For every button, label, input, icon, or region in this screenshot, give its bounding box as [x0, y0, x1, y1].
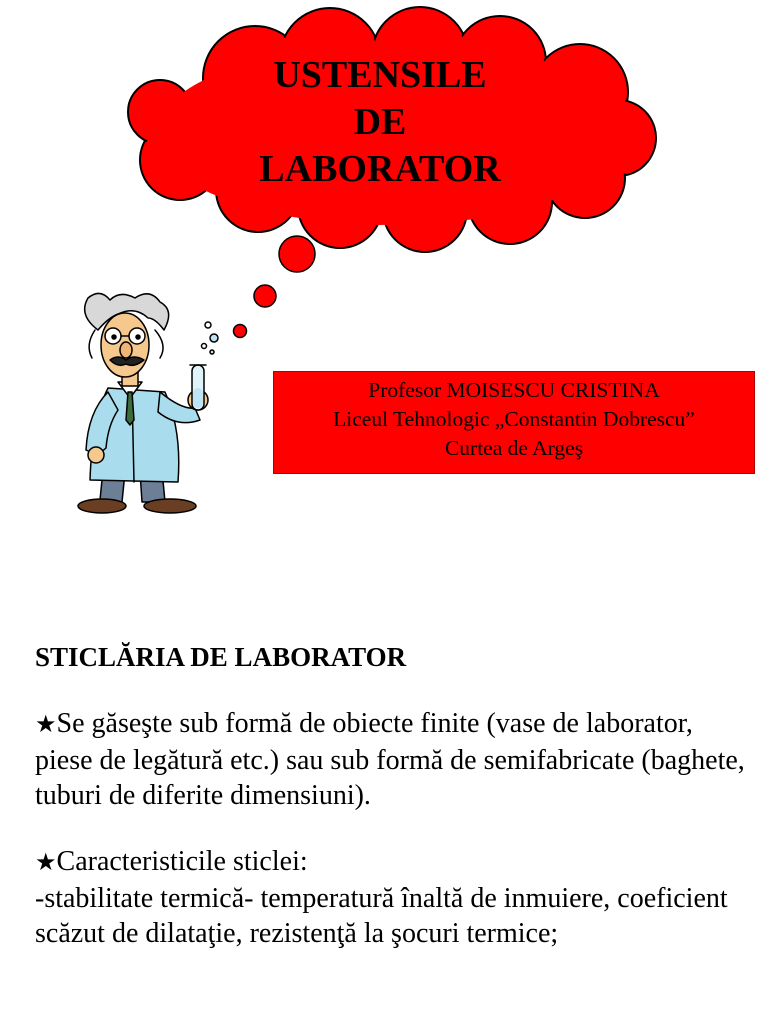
thought-bubble-small — [234, 325, 247, 338]
author-city: Curtea de Argeş — [444, 436, 584, 460]
author-name: Profesor MOISESCU CRISTINA — [368, 378, 660, 402]
bullet-1-text: Se găseşte sub formă de obiecte finite (vase de laborator, piese de legătură etc.) sau sub formă de semifabricate (baghete, tuburi de diferite dimensiuni). — [35, 708, 745, 811]
document-body — [35, 640, 745, 982]
title-line-3: LABORATOR — [259, 148, 501, 190]
bullet-2-line-1: -stabilitate termică- temperatură înaltă de inmuiere, coeficient scăzut de dilataţie, rezistenţă la şocuri termice; — [35, 883, 728, 949]
scientist-with-test-tube-icon — [78, 293, 218, 513]
author-school: Liceul Tehnologic „Constantin Dobrescu” — [333, 407, 695, 431]
bullet-2-title: Caracteristicile sticlei: — [56, 846, 308, 877]
section-heading: STICLĂRIA DE LABORATOR — [35, 642, 407, 672]
star-icon: ★ — [35, 712, 57, 738]
bullet-paragraph-1 — [35, 706, 745, 813]
author-box — [273, 371, 755, 474]
star-icon: ★ — [35, 850, 57, 876]
title-line-1: USTENSILE — [273, 54, 487, 96]
page-title — [190, 52, 570, 193]
thought-bubble-large — [279, 236, 315, 272]
bullet-paragraph-2 — [35, 844, 745, 951]
title-line-2: DE — [353, 101, 407, 143]
thought-bubble-medium — [254, 285, 276, 307]
